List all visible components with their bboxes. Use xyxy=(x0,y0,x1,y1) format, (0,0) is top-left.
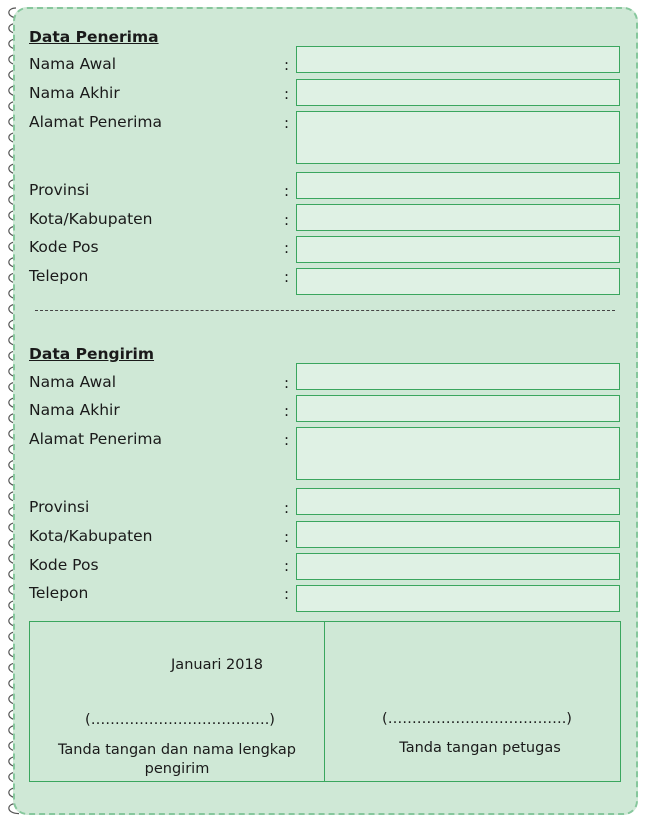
penerima-label-telepon: Telepon xyxy=(29,267,89,285)
pengirim-label-telepon: Telepon xyxy=(29,584,89,602)
colon: : xyxy=(284,211,290,229)
pengirim-nama-akhir-field[interactable] xyxy=(296,395,620,422)
pengirim-label-kode-pos: Kode Pos xyxy=(29,556,99,574)
pengirim-provinsi-field[interactable] xyxy=(296,488,620,515)
penerima-nama-awal-field[interactable] xyxy=(296,46,620,73)
pengirim-kota-field[interactable] xyxy=(296,521,620,548)
section-title-pengirim: Data Pengirim xyxy=(29,345,155,363)
colon: : xyxy=(284,528,290,546)
pengirim-kode-pos-field[interactable] xyxy=(296,553,620,580)
colon: : xyxy=(284,585,290,603)
pengirim-label-kota: Kota/Kabupaten xyxy=(29,527,153,545)
penerima-label-kota: Kota/Kabupaten xyxy=(29,210,153,228)
colon: : xyxy=(284,431,290,449)
penerima-kota-field[interactable] xyxy=(296,204,620,231)
pengirim-nama-awal-field[interactable] xyxy=(296,363,620,390)
colon: : xyxy=(284,85,290,103)
signature-divider xyxy=(324,622,325,781)
colon: : xyxy=(284,557,290,575)
penerima-label-nama-awal: Nama Awal xyxy=(29,55,117,73)
penerima-telepon-field[interactable] xyxy=(296,268,620,295)
pengirim-label-provinsi: Provinsi xyxy=(29,498,90,516)
pengirim-label-alamat: Alamat Penerima xyxy=(29,430,162,448)
officer-signature-caption: Tanda tangan petugas xyxy=(399,740,561,756)
penerima-label-kode-pos: Kode Pos xyxy=(29,238,99,256)
colon: : xyxy=(284,182,290,200)
colon: : xyxy=(284,114,290,132)
penerima-kode-pos-field[interactable] xyxy=(296,236,620,263)
pengirim-label-nama-awal: Nama Awal xyxy=(29,373,117,391)
section-divider xyxy=(35,310,615,311)
pengirim-label-nama-akhir: Nama Akhir xyxy=(29,401,120,419)
penerima-label-provinsi: Provinsi xyxy=(29,181,90,199)
colon: : xyxy=(284,374,290,392)
penerima-provinsi-field[interactable] xyxy=(296,172,620,199)
penerima-label-alamat: Alamat Penerima xyxy=(29,113,162,131)
sender-signature-line[interactable]: (……………………………….) xyxy=(85,712,275,728)
section-title-penerima: Data Penerima xyxy=(29,28,159,46)
colon: : xyxy=(284,499,290,517)
penerima-nama-akhir-field[interactable] xyxy=(296,79,620,106)
penerima-alamat-field[interactable] xyxy=(296,111,620,164)
colon: : xyxy=(284,268,290,286)
officer-signature-line[interactable]: (……………………………….) xyxy=(382,711,572,727)
colon: : xyxy=(284,56,290,74)
colon: : xyxy=(284,239,290,257)
colon: : xyxy=(284,402,290,420)
signature-date: Januari 2018 xyxy=(171,657,263,673)
sender-signature-caption: Tanda tangan dan nama lengkap pengirim xyxy=(57,742,297,777)
pengirim-telepon-field[interactable] xyxy=(296,585,620,612)
signature-table xyxy=(29,621,621,782)
penerima-label-nama-akhir: Nama Akhir xyxy=(29,84,120,102)
pengirim-alamat-field[interactable] xyxy=(296,427,620,480)
